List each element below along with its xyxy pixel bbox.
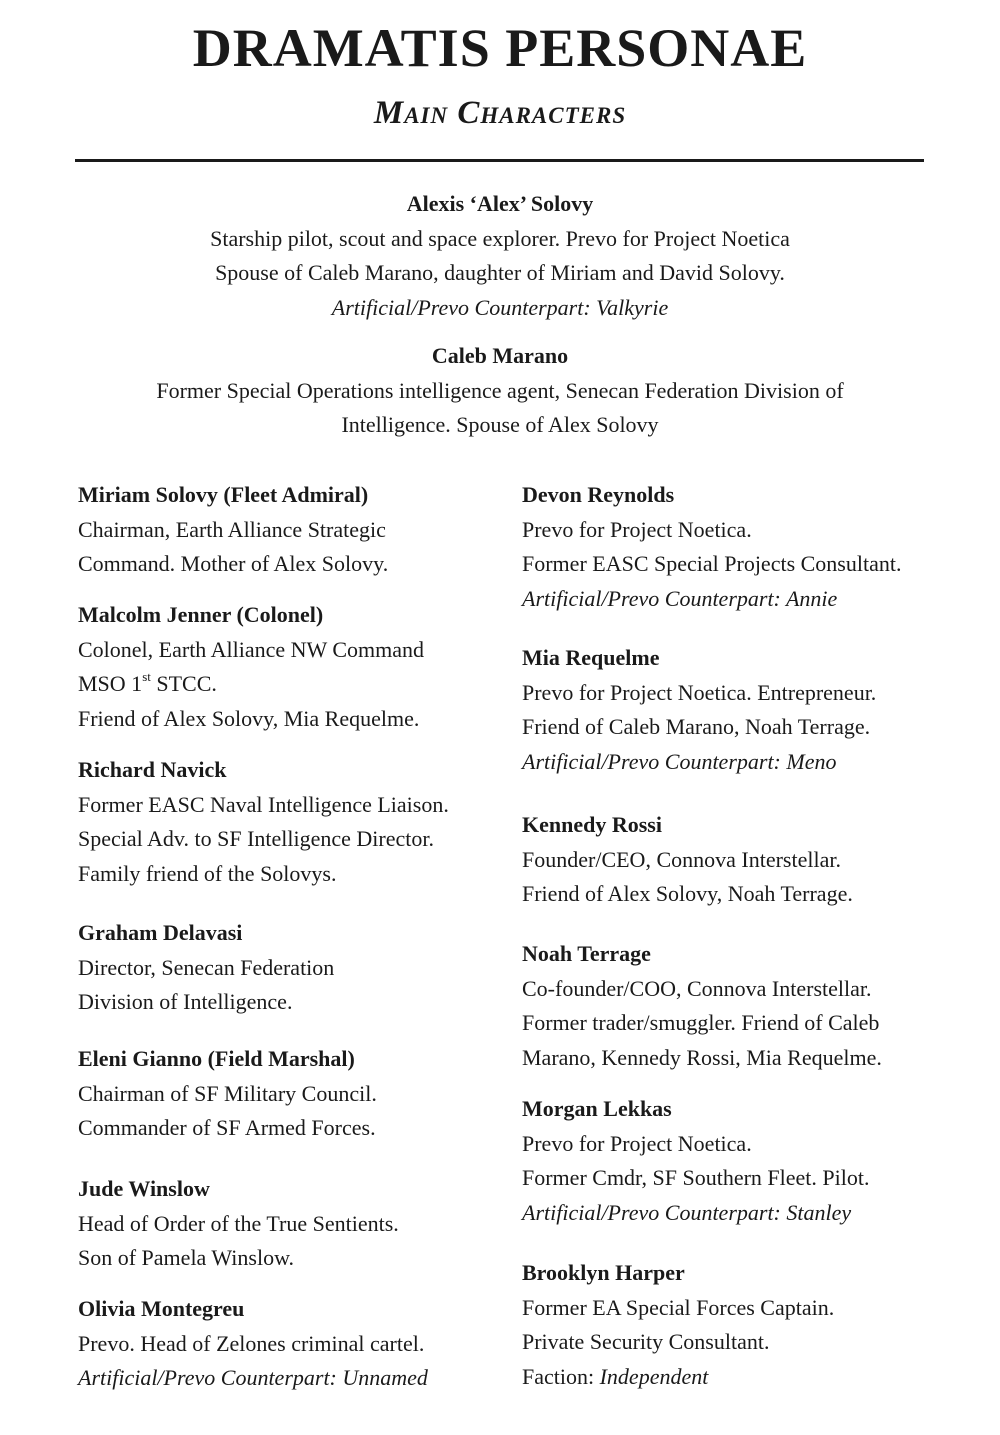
character-counterpart: Artificial/Prevo Counterpart: Annie <box>522 585 838 611</box>
character-desc: Prevo. Head of Zelones criminal cartel. <box>78 1330 425 1356</box>
character-name: Devon Reynolds <box>522 482 675 507</box>
character-desc: Spouse of Caleb Marano, daughter of Miriam and David Solovy. <box>215 260 785 285</box>
character-name: Olivia Montegreu <box>78 1296 245 1321</box>
character-desc: Intelligence. Spouse of Alex Solovy <box>341 412 659 437</box>
character-desc: Former trader/smuggler. Friend of Caleb <box>522 1010 880 1035</box>
character-name: Jude Winslow <box>78 1176 210 1201</box>
character-entry-brooklyn <box>522 1256 834 1394</box>
character-entry-devon <box>522 478 901 616</box>
character-counterpart: Artificial/Prevo Counterpart: Meno <box>522 748 837 774</box>
character-name: Noah Terrage <box>522 941 651 966</box>
character-desc: Son of Pamela Winslow. <box>78 1245 295 1270</box>
character-entry-graham <box>78 916 334 1020</box>
character-entry-mia <box>522 641 876 779</box>
page-title: DRAMATIS PERSONAE <box>192 18 808 78</box>
character-desc: Starship pilot, scout and space explorer. Prevo for Project Noetica <box>210 225 790 251</box>
character-desc: Friend of Caleb Marano, Noah Terrage. <box>522 714 871 739</box>
character-desc: Friend of Alex Solovy, Noah Terrage. <box>522 881 853 906</box>
character-entry-kennedy <box>522 808 853 912</box>
character-desc: Marano, Kennedy Rossi, Mia Requelme. <box>522 1044 882 1070</box>
character-desc: Division of Intelligence. <box>78 989 293 1014</box>
character-desc: Special Adv. to SF Intelligence Director. <box>78 826 434 851</box>
character-desc: Former Cmdr, SF Southern Fleet. Pilot. <box>522 1165 870 1190</box>
character-desc: Friend of Alex Solovy, Mia Requelme. <box>78 705 420 731</box>
character-desc: Chairman of SF Military Council. <box>78 1080 377 1106</box>
featured-entry-caleb <box>0 339 1000 443</box>
character-desc: Commander of SF Armed Forces. <box>78 1115 376 1140</box>
character-desc: MSO 1st STCC. <box>78 668 217 696</box>
character-desc: Private Security Consultant. <box>522 1329 770 1354</box>
character-desc: Command. Mother of Alex Solovy. <box>78 551 389 576</box>
character-name: Graham Delavasi <box>78 920 243 945</box>
character-name: Morgan Lekkas <box>522 1096 672 1121</box>
character-entry-olivia <box>78 1292 428 1396</box>
character-name: Alexis ‘Alex’ Solovy <box>406 191 594 216</box>
character-desc: Co-founder/COO, Connova Interstellar. <box>522 975 872 1001</box>
character-name: Malcolm Jenner (Colonel) <box>78 602 324 627</box>
character-desc: Founder/CEO, Connova Interstellar. <box>522 846 841 872</box>
character-counterpart: Artificial/Prevo Counterpart: Stanley <box>522 1199 852 1225</box>
character-faction <box>522 1360 834 1395</box>
character-name: Brooklyn Harper <box>522 1260 685 1285</box>
character-entry-noah <box>522 937 882 1075</box>
character-entry-morgan <box>522 1092 869 1230</box>
character-desc: Former EASC Special Projects Consultant. <box>522 551 902 576</box>
character-desc: Former EA Special Forces Captain. <box>522 1294 835 1320</box>
character-desc: Former EASC Naval Intelligence Liaison. <box>78 791 449 817</box>
character-desc: Colonel, Earth Alliance NW Command <box>78 636 425 662</box>
featured-entry-alex <box>0 187 1000 325</box>
character-name: Caleb Marano <box>431 343 569 368</box>
character-desc: Director, Senecan Federation <box>78 954 335 980</box>
faction-label: Faction: <box>522 1363 600 1389</box>
divider <box>75 159 924 162</box>
character-desc: Prevo for Project Noetica. Entrepreneur. <box>522 679 877 705</box>
character-desc: Former Special Operations intelligence agent, Senecan Federation Division of <box>156 377 844 403</box>
character-counterpart: Artificial/Prevo Counterpart: Valkyrie <box>331 294 669 320</box>
character-entry-malcolm <box>78 598 424 736</box>
character-name: Richard Navick <box>78 757 227 782</box>
character-name: Eleni Gianno (Field Marshal) <box>78 1046 355 1071</box>
character-desc: Prevo for Project Noetica. <box>522 516 752 542</box>
character-entry-eleni <box>78 1042 377 1146</box>
character-desc: Head of Order of the True Sentients. <box>78 1210 399 1236</box>
character-entry-jude <box>78 1172 399 1276</box>
character-name: Kennedy Rossi <box>522 812 662 837</box>
character-name: Mia Requelme <box>522 645 660 670</box>
character-desc: Family friend of the Solovys. <box>78 860 337 886</box>
character-entry-richard <box>78 753 449 891</box>
character-desc: Chairman, Earth Alliance Strategic <box>78 516 386 542</box>
faction-value: Independent <box>599 1363 709 1389</box>
character-counterpart: Artificial/Prevo Counterpart: Unnamed <box>78 1365 428 1390</box>
character-desc: Prevo for Project Noetica. <box>522 1130 752 1156</box>
page-subtitle: Main Characters <box>373 95 627 131</box>
character-name: Miriam Solovy (Fleet Admiral) <box>78 482 369 507</box>
character-entry-miriam <box>78 478 388 582</box>
